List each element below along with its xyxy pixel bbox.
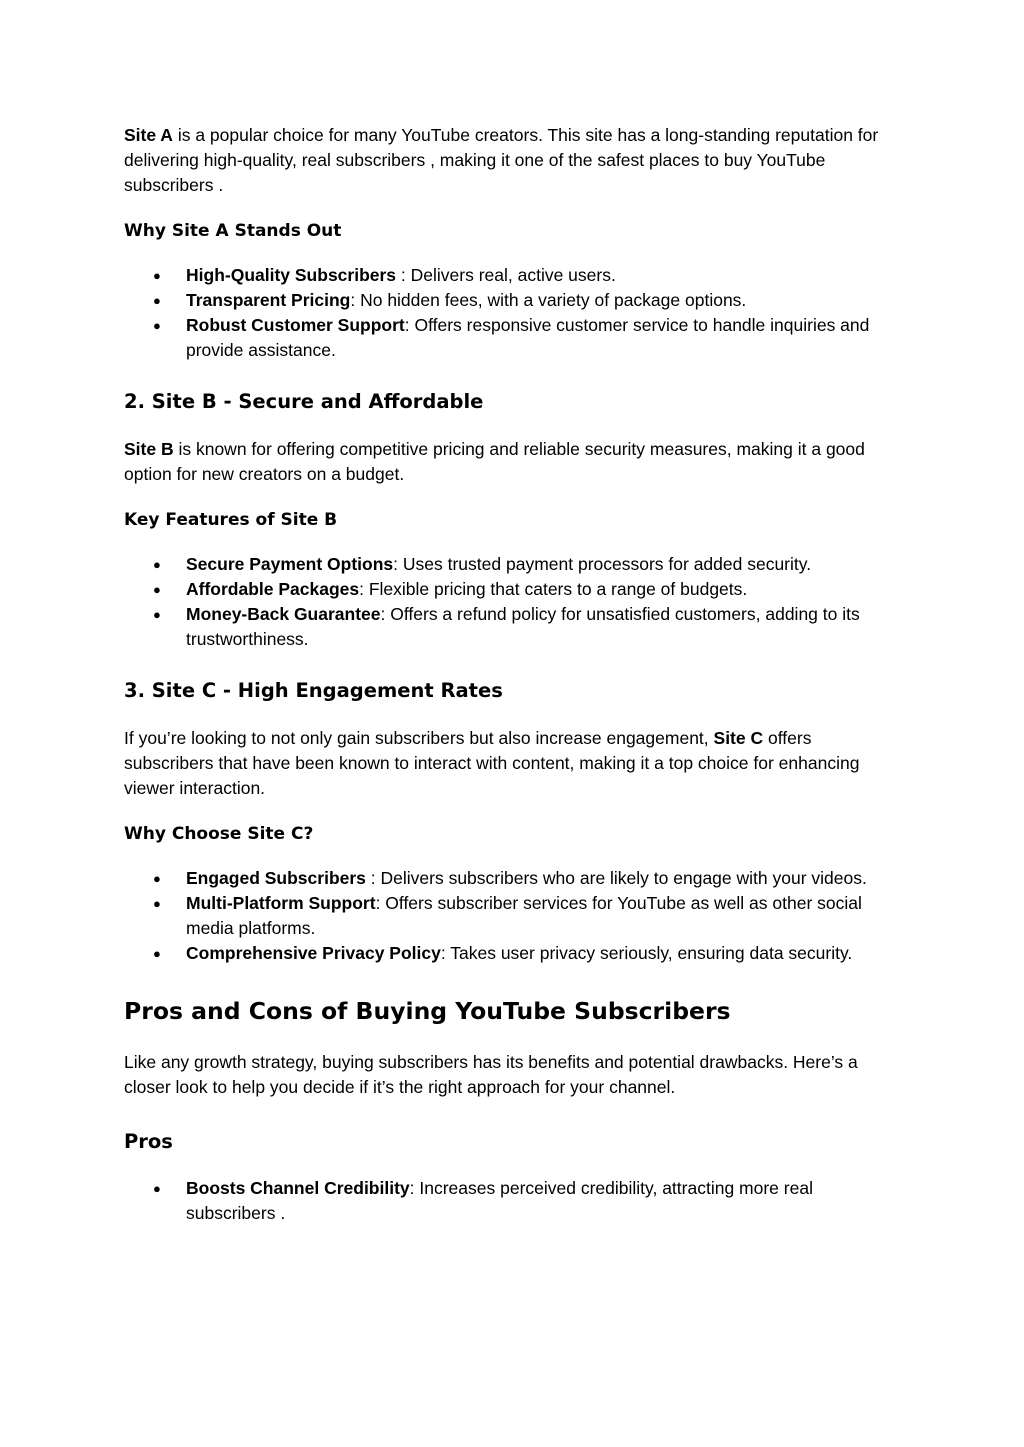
site-a-heading: Why Site A Stands Out [124, 221, 342, 241]
site-a-intro [124, 123, 899, 198]
list-item-text: : Flexible pricing that caters to a range of budgets. [359, 579, 748, 599]
list-item-text: : Delivers subscribers who are likely to engage with your videos. [365, 868, 867, 888]
list-item [124, 941, 899, 966]
site-c-intro-after: offers subscribers that have been known to interact with content, making it a top choice for enhancing viewer interaction. [124, 728, 860, 798]
site-a-intro-bold: Site A [124, 125, 173, 145]
bullet-icon: ● [153, 871, 161, 886]
bullet-icon: ● [153, 1181, 161, 1196]
list-item-bold: High-Quality Subscribers [186, 265, 397, 285]
list-item-bold: Secure Payment Options [186, 554, 394, 574]
list-item-bold: Robust Customer Support [186, 315, 405, 335]
list-item-bold: Comprehensive Privacy Policy [186, 943, 441, 963]
list-item [124, 891, 899, 941]
bullet-icon: ● [153, 607, 161, 622]
site-b-intro-text: is known for offering competitive pricing and reliable security measures, making it a good option for new creators on a budget. [124, 439, 865, 484]
site-c-intro [124, 726, 899, 801]
list-item-text: : Increases perceived credibility, attracting more real subscribers . [186, 1178, 813, 1223]
site-c-heading: Why Choose Site C? [124, 824, 314, 844]
list-item-bold: Engaged Subscribers [186, 868, 366, 888]
list-item-text: : Offers responsive customer service to handle inquiries and provide assistance. [186, 315, 870, 360]
bullet-icon: ● [153, 946, 161, 961]
list-item-text: : Uses trusted payment processors for added security. [393, 554, 812, 574]
bullet-icon: ● [153, 557, 161, 572]
document-page [124, 123, 899, 1251]
site-c-list [124, 866, 899, 966]
bullet-icon: ● [153, 582, 161, 597]
list-item-bold: Transparent Pricing [186, 290, 351, 310]
list-item [124, 263, 899, 288]
list-item-text: : Offers a refund policy for unsatisfied customers, adding to its trustworthiness. [186, 604, 860, 649]
site-b-list [124, 552, 899, 652]
site-c-title: 3. Site C - High Engagement Rates [124, 679, 503, 702]
pros-heading: Pros [124, 1130, 173, 1153]
list-item-bold: Boosts Channel Credibility [186, 1178, 410, 1198]
list-item [124, 552, 899, 577]
bullet-icon: ● [153, 268, 161, 283]
list-item-bold: Multi-Platform Support [186, 893, 376, 913]
list-item-bold: Money-Back Guarantee [186, 604, 381, 624]
list-item-text: : Offers subscriber services for YouTube as well as other social media platforms. [186, 893, 862, 938]
list-item [124, 288, 899, 313]
list-item-text: : Takes user privacy seriously, ensuring data security. [440, 943, 853, 963]
site-c-intro-before: If you’re looking to not only gain subscribers but also increase engagement, [124, 728, 714, 748]
bullet-icon: ● [153, 318, 161, 333]
pros-cons-title: Pros and Cons of Buying YouTube Subscribers [124, 997, 731, 1025]
list-item-bold: Affordable Packages [186, 579, 360, 599]
pros-list [124, 1176, 899, 1226]
site-b-title: 2. Site B - Secure and Affordable [124, 390, 484, 413]
site-a-intro-text: is a popular choice for many YouTube creators. This site has a long-standing reputation for delivering high-quality, real subscribers , making it one of the safest places to buy YouTube subscribers . [124, 125, 879, 195]
bullet-icon: ● [153, 896, 161, 911]
list-item-text: : No hidden fees, with a variety of package options. [350, 290, 747, 310]
bullet-icon: ● [153, 293, 161, 308]
list-item [124, 577, 899, 602]
pros-cons-intro: Like any growth strategy, buying subscribers has its benefits and potential drawbacks. Here’s a closer look to help you decide if it’s the right approach for your channel. [124, 1052, 858, 1097]
list-item [124, 313, 899, 363]
list-item [124, 1176, 899, 1226]
site-b-intro-bold: Site B [124, 439, 174, 459]
site-a-list [124, 263, 899, 363]
site-b-heading: Key Features of Site B [124, 510, 338, 530]
site-c-intro-bold: Site C [713, 728, 764, 748]
list-item-text: : Delivers real, active users. [396, 265, 616, 285]
list-item [124, 866, 899, 891]
list-item [124, 602, 899, 652]
site-b-intro [124, 437, 899, 487]
